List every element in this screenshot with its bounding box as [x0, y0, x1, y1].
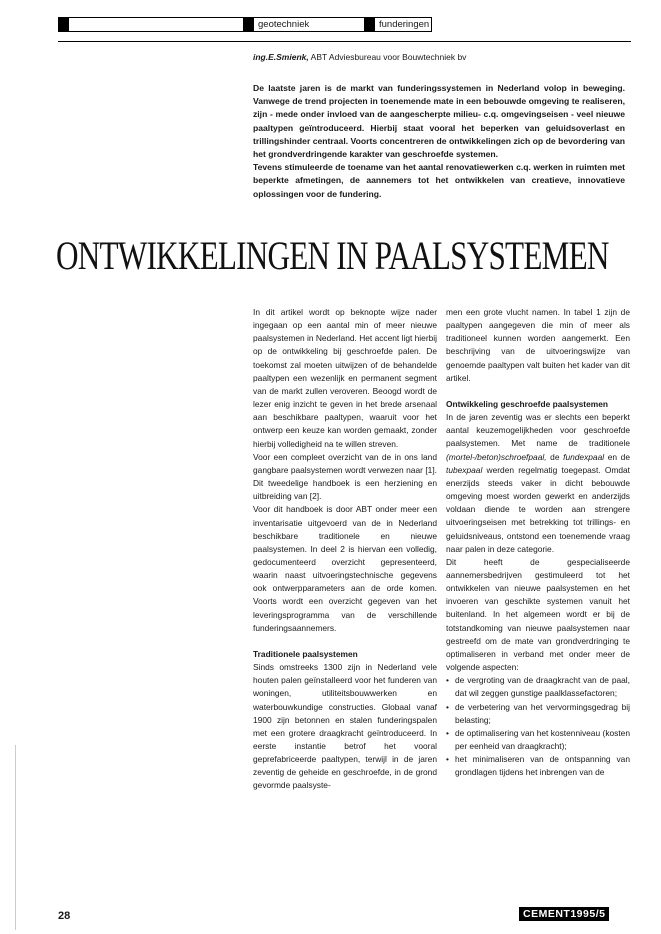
header-rule	[58, 41, 631, 42]
aspect-list	[446, 674, 630, 779]
italic-term: (mortel-/beton)schroefpaal,	[446, 451, 547, 462]
section-heading: Traditionele paalsystemen	[253, 648, 358, 659]
list-item: • het minimaliseren van de ontspanning van grondlagen tijdens het inbrengen van de	[446, 753, 630, 779]
text-run: werden regelmatig toegepast. Omdat enerzijds steeds vaker in dicht bebouwde omgeving moest worden gewerkt en anderzijds voldaan diende te worden aan strengere uitvoeringseisen met betrekking tot trillings- en geluidsniveaus, ontstond een toenemende vraag naar palen in deze categorie.	[446, 464, 630, 554]
text-column-right	[446, 306, 630, 779]
italic-term: fundexpaal	[563, 451, 605, 462]
body-paragraph: Voor dit handboek is door ABT onder meer een inventarisatie uitgevoerd van de in Nederland beschikbare traditionele en nieuwe paalsystemen. In deel 2 is hiervan een volledig, gedocumenteerd overzicht gepresenteerd, waarin naast uitvoeringstechnische gegevens ook ontwerpparameters aan de orde komen. Voorts wordt een overzicht gegeven van het leveringsprogramma van de verschillende funderingsaannemers.	[253, 504, 437, 633]
intro-paragraph: Tevens stimuleerde de toename van het aantal renovatiewerken c.q. werken in ruimten met beperkte afmetingen, de aannemers tot het ontwikkelen van creatieve, innovatieve oplossingen voor de fundering.	[253, 162, 625, 199]
author-affiliation: ABT Adviesbureau voor Bouwtechniek bv	[310, 52, 467, 62]
text-column-left	[253, 306, 437, 793]
margin-line	[15, 745, 16, 930]
list-item: • de verbetering van het vervormingsgedrag bij belasting;	[446, 701, 630, 727]
header-bar	[58, 17, 432, 32]
author-name: ing.E.Smienk,	[253, 52, 309, 62]
header-section-geotechniek: geotechniek	[258, 19, 310, 30]
journal-issue-tag: CEMENT1995/5	[519, 907, 609, 921]
body-paragraph: In dit artikel wordt op beknopte wijze nader ingegaan op een aantal min of meer nieuwe paalsystemen in Nederland. Het accent ligt hierbij op de ontwikkeling bij geschroefde palen. De toekomst zal moeten uitwijzen of de behandelde paaltypen een wezenlijk en permanent segment van de markt zullen veroveren. Beoogd wordt de lezer enig inzicht te geven in het brede arsenaal aan beschikbare paaltypen, waaruit voor het ontwerp een keuze kan worden gemaakt, zonder hierbij volledigheid na te willen streven.	[253, 307, 437, 449]
text-run: In de jaren zeventig was er slechts een beperkt aantal keuzemogelijkheden voor geschroefde paalsystemen. Met name de traditionele	[446, 412, 630, 449]
text-run: de	[546, 451, 564, 462]
header-block-marker	[244, 18, 254, 31]
header-block-marker	[59, 18, 69, 31]
italic-term: tubexpaal	[446, 464, 483, 475]
page-number: 28	[58, 910, 71, 922]
section-heading: Ontwikkeling geschroefde paalsystemen	[446, 398, 608, 409]
intro-paragraph: De laatste jaren is de markt van funderingssystemen in Nederland volop in beweging. Vanwege de trend projecten in toenemende mate in een bebouwde omgeving te realiseren, zijn - mede onder invloed van de aangescherpte milieu- c.q. omgevingseisen - veel nieuwe paaltypen geïntroduceerd. Hierbij staat vooral het beperken van geluidsoverlast en trillingshinder centraal. Voorts concentreren de ontwikkelingen zich op de bevordering van het grondverdringende karakter van geschroefde systemen.	[253, 83, 625, 160]
intro-text	[253, 82, 625, 201]
body-paragraph: Dit heeft de gespecialiseerde aannemersbedrijven gestimuleerd tot het ontwikkelen van nieuwe paalsystemen en het invoeren van geschikte systemen vanuit het buitenland. In het algemeen wordt er bij de totstandkoming van nieuwe paalsystemen naar gestreefd om de mate van grondverdringing te optimaliseren in verband met onder meer de volgende aspecten:	[446, 556, 630, 673]
header-section-funderingen: funderingen	[379, 19, 430, 30]
body-paragraph: men een grote vlucht namen. In tabel 1 zijn de paaltypen aangegeven die min of meer als traditioneel kunnen worden aangemerkt. Een beschrijving van de uitvoeringswijze van genoemde paaltypen valt buiten het kader van dit artikel.	[446, 307, 630, 383]
body-paragraph	[446, 411, 630, 556]
list-item: • de vergroting van de draagkracht van de paal, dat wil zeggen gunstige paalklassefactoren;	[446, 674, 630, 700]
text-run: en de	[604, 451, 630, 462]
article-title: ONTWIKKELINGEN IN PAALSYSTEMEN	[56, 233, 609, 278]
body-paragraph: Sinds omstreeks 1300 zijn in Nederland vele houten palen geïnstalleerd voor het funderen van woningen, utiliteitsbouwwerken en waterbouwkundige constructies. Globaal vanaf 1900 zijn betonnen en stalen funderingspalen met een grotere draagkracht geïntroduceerd. In eerste instantie betrof het vooral geprefabriceerde paaltypen, terwijl in de jaren zeventig de geheide en geschroefde, in de grond gevormde paalsyste-	[253, 662, 437, 791]
body-paragraph: Voor een compleet overzicht van de in ons land gangbare paalsystemen wordt verwezen naar [1]. Dit tweedelige handboek is een herziening en uitbreiding van [2].	[253, 451, 437, 502]
list-item: • de optimalisering van het kostenniveau (kosten per eenheid van draagkracht);	[446, 727, 630, 753]
author-line	[253, 52, 466, 62]
header-block-marker	[365, 18, 375, 31]
